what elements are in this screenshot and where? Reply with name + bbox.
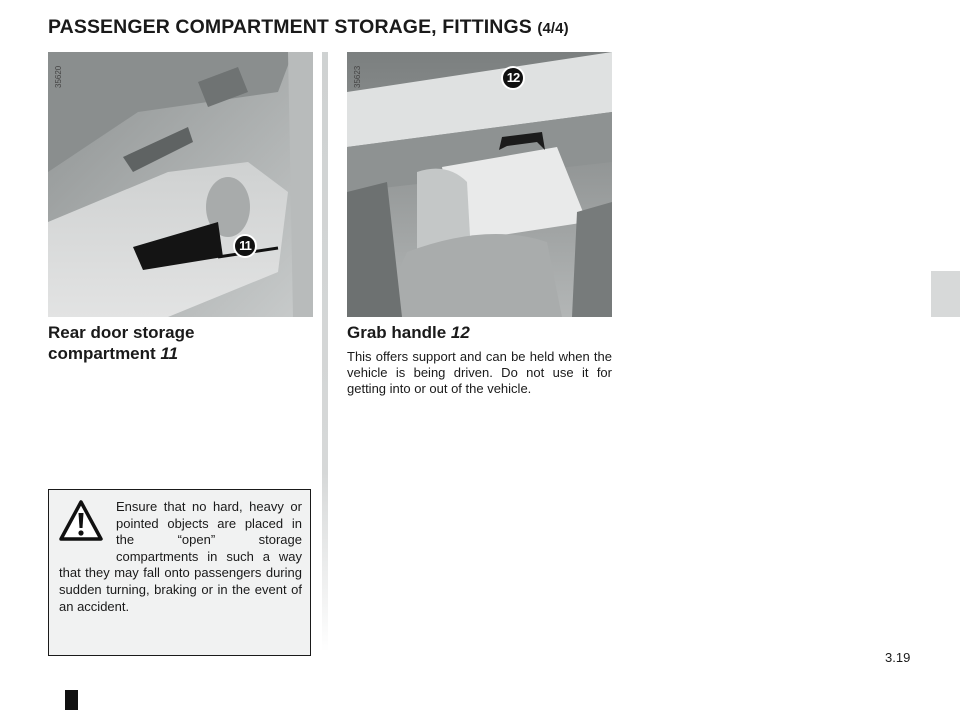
chapter-thumb-tab	[931, 271, 960, 317]
page-title-text: PASSENGER COMPARTMENT STORAGE, FITTINGS	[48, 16, 532, 38]
page-title	[48, 16, 569, 39]
callout-11: 11	[233, 234, 257, 258]
rear-door-storage-heading	[48, 322, 288, 364]
grab-handle-description: This offers support and can be held when the vehicle is being driven. Do not use it for getting into or out of the vehicle.	[347, 349, 612, 396]
rear-door-illustration	[48, 52, 313, 317]
callout-12: 12	[501, 66, 525, 90]
grab-handle-photo	[347, 52, 612, 317]
page-corner-mark	[65, 690, 78, 710]
heading-number: 11	[160, 344, 179, 363]
grab-handle-heading	[347, 322, 612, 343]
heading-text: Rear door storage compartment	[48, 323, 195, 363]
grab-handle-illustration	[347, 52, 612, 317]
column-divider	[322, 52, 328, 652]
heading-text: Grab handle	[347, 323, 447, 342]
photo-ref-code: 35623	[353, 65, 362, 88]
page-number: 3.19	[885, 650, 911, 665]
heading-number: 12	[450, 323, 470, 342]
rear-door-photo	[48, 52, 313, 317]
warning-text: Ensure that no hard, heavy or pointed objects are placed in the “open” storage compartments in such a way that they may fall onto passengers during sudden turning, braking or in the event of an accident.	[59, 499, 302, 614]
warning-box	[48, 489, 311, 656]
page-title-part: (4/4)	[537, 20, 569, 37]
photo-ref-code: 35620	[54, 65, 63, 88]
